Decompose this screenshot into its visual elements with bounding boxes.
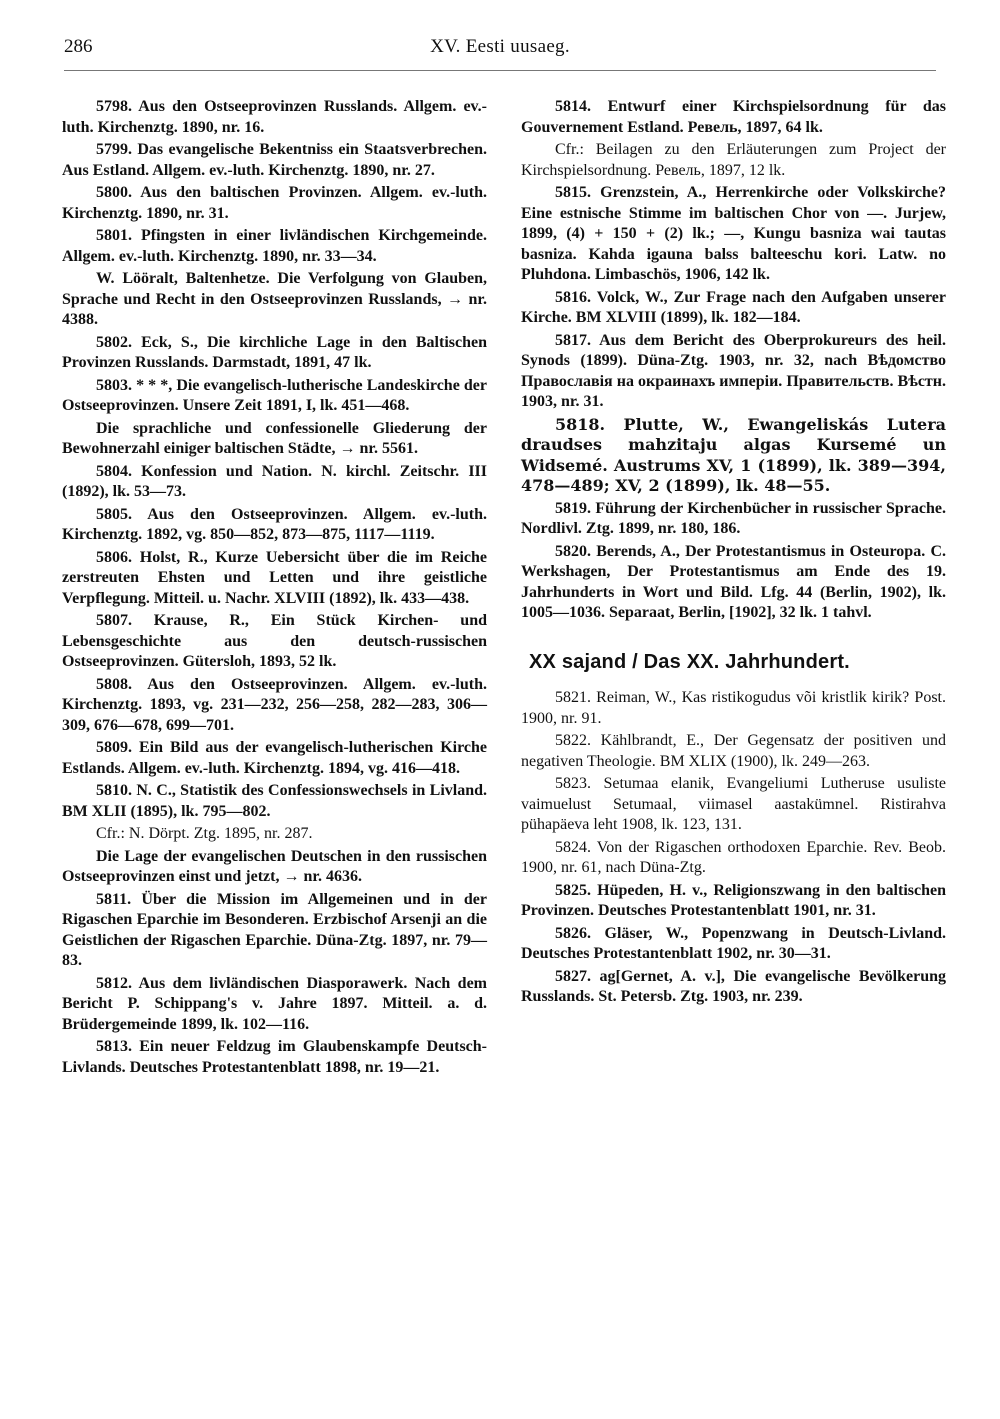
bibliography-entry: 5817. Aus dem Bericht des Oberprokureurs des heil. Synods (1899). Düna-Ztg. 1903, nr. 32, nach Вѣдомство Православія на окраинахъ имперіи. Правительств. Вѣстн. 1903, nr. 31.	[521, 331, 946, 410]
bibliography-entry: Cfr.: Beilagen zu den Erläuterungen zum Project der Kirchspielsordnung. Ревель, 1897, 12 lk.	[521, 141, 946, 179]
left-column	[62, 97, 487, 1080]
bibliography-entry: 5816. Volck, W., Zur Frage nach den Aufgaben unserer Kirche. BM XLVIII (1899), lk. 182—184.	[521, 288, 946, 326]
bibliography-entry: 5824. Von der Rigaschen orthodoxen Eparchie. Rev. Beob. 1900, nr. 61, nach Düna-Ztg.	[521, 838, 946, 876]
running-title: XV. Eesti uusaeg.	[430, 36, 570, 57]
bibliography-entry: 5806. Holst, R., Kurze Uebersicht über die im Reiche zerstreuten Ehsten und Letten und ihre geistliche Verpflegung. Mitteil. u. Nachr. XLVIII (1892), lk. 433—438.	[62, 548, 487, 607]
bibliography-entry: W. Lööralt, Baltenhetze. Die Verfolgung von Glauben, Sprache und Recht in den Ostseeprovinzen Russlands, → nr. 4388.	[62, 270, 487, 328]
bibliography-entry: 5800. Aus den baltischen Provinzen. Allgem. ev.-luth. Kirchenztg. 1890, nr. 31.	[62, 184, 487, 222]
right-column	[521, 97, 946, 1010]
bibliography-entry: 5812. Aus dem livländischen Diasporawerk. Nach dem Bericht P. Schippang's v. Jahre 1897. Mitteil. a. d. Brüdergemeinde 1899, lk. 102—116.	[62, 974, 487, 1033]
bibliography-entry: 5804. Konfession und Nation. N. kirchl. Zeitschr. III (1892), lk. 53—73.	[62, 462, 487, 500]
bibliography-entry: 5803. * * *, Die evangelisch-lutherische Landeskirche der Ostseeprovinzen. Unsere Zeit 1891, I, lk. 451—468.	[62, 376, 487, 414]
bibliography-entry: 5823. Setumaa elanik, Evangeliumi Lutheruse usuliste vaimuelust Setumaal, viimasel aastakümnel. Ristirahva pühapäeva leht 1908, lk. 123, 131.	[521, 775, 946, 833]
bibliography-entry: 5814. Entwurf einer Kirchspielsordnung für das Gouvernement Estland. Ревель, 1897, 64 lk.	[521, 98, 946, 136]
bibliography-entry: Die sprachliche und confessionelle Gliederung der Bewohnerzahl einiger baltischen Städte, → nr. 5561.	[62, 419, 487, 457]
bibliography-entry: Cfr.: N. Dörpt. Ztg. 1895, nr. 287.	[96, 825, 313, 842]
bibliography-entry: 5819. Führung der Kirchenbücher in russischer Sprache. Nordlivl. Ztg. 1899, nr. 180, 186.	[521, 499, 946, 537]
bibliography-entry: 5813. Ein neuer Feldzug im Glaubenskampfe Deutsch-Livlands. Deutsches Protestantenblatt 1898, nr. 19—21.	[62, 1038, 487, 1076]
section-heading: XX sajand / Das XX. Jahrhundert.	[529, 650, 850, 673]
bibliography-entry: 5820. Berends, A., Der Protestantismus in Osteuropa. C. Werkshagen, Der Protestantismus am Ende des 19. Jahrhunderts in Wort und Bild. Lfg. 44 (Berlin, 1902), lk. 1005—1036. Separaat, Berlin, [1902], 32 lk. 1 tahvl.	[521, 542, 946, 621]
header-rule	[64, 70, 936, 71]
bibliography-entry: 5802. Eck, S., Die kirchliche Lage in den Baltischen Provinzen Russlands. Darmstadt, 1891, 47 lk.	[62, 333, 487, 371]
bibliography-entry: 5818. Plutte, W., Ewangeliskás Lutera draudses mahzitaju algas Kursemé un Widsemé. Austrums XV, 1 (1899), lk. 389—394, 478—489; XV, 2 (1899), lk. 48—55.	[521, 414, 946, 495]
bibliography-entry: 5808. Aus den Ostseeprovinzen. Allgem. ev.-luth. Kirchenztg. 1893, vg. 231—232, 256—258, 282—283, 306—309, 676—678, 699—701.	[62, 675, 487, 734]
bibliography-entry: 5826. Gläser, W., Popenzwang in Deutsch-Livland. Deutsches Protestantenblatt 1902, nr. 30—31.	[521, 924, 946, 962]
bibliography-entry: Die Lage der evangelischen Deutschen in den russischen Ostseeprovinzen einst und jetzt, → nr. 4636.	[62, 847, 487, 885]
page-header	[64, 36, 936, 64]
bibliography-entry: 5805. Aus den Ostseeprovinzen. Allgem. ev.-luth. Kirchenztg. 1892, vg. 850—852, 873—875, 1117—1119.	[62, 505, 487, 543]
bibliography-entry: 5825. Hüpeden, H. v., Religionszwang in den baltischen Provinzen. Deutsches Protestantenblatt 1901, nr. 31.	[521, 881, 946, 919]
bibliography-entry: 5809. Ein Bild aus der evangelisch-lutherischen Kirche Estlands. Allgem. ev.-luth. Kirchenztg. 1894, vg. 416—418.	[62, 739, 487, 777]
bibliography-entry: 5827. ag[Gernet, A. v.], Die evangelische Bevölkerung Russlands. St. Petersb. Ztg. 1903, nr. 239.	[521, 967, 946, 1005]
bibliography-entry: 5821. Reiman, W., Kas ristikogudus või kristlik kirik? Post. 1900, nr. 91.	[521, 689, 946, 727]
page-number: 286	[64, 36, 93, 57]
bibliography-entry: 5810. N. C., Statistik des Confessionswechsels in Livland. BM XLII (1895), lk. 795—802.	[62, 782, 487, 820]
bibliography-entry: 5811. Über die Mission im Allgemeinen und in der Rigaschen Eparchie im Besonderen. Erzbischof Arsenji an die Geistlichen der Rigaschen Eparchie. Düna-Ztg. 1897, nr. 79—83.	[62, 890, 487, 969]
bibliography-entry: 5822. Kählbrandt, E., Der Gegensatz der positiven und negativen Theologie. BM XLIX (1900), lk. 249—263.	[521, 732, 946, 770]
bibliography-entry: 5807. Krause, R., Ein Stück Kirchen- und Lebensgeschichte aus den deutsch-russischen Ostseeprovinzen. Gütersloh, 1893, 52 lk.	[62, 612, 487, 670]
bibliography-entry: 5798. Aus den Ostseeprovinzen Russlands. Allgem. ev.-luth. Kirchenztg. 1890, nr. 16.	[62, 98, 487, 136]
bibliography-entry: 5799. Das evangelische Bekentniss ein Staatsverbrechen. Aus Estland. Allgem. ev.-luth. Kirchenztg. 1890, nr. 27.	[62, 141, 487, 179]
bibliography-entry: 5815. Grenzstein, A., Herrenkirche oder Volkskirche? Eine estnische Stimme im baltischen Chor von —. Jurjew, 1899, (4) + 150 + (2) lk.; —, Kungu basniza wai tautas basniza. Kahda igauna balss balteeschu kori. Latw. no Pluhdona. Limbaschös, 1906, 142 lk.	[521, 184, 946, 283]
bibliography-entry: 5801. Pfingsten in einer livländischen Kirchgemeinde. Allgem. ev.-luth. Kirchenztg. 1890, nr. 33—34.	[62, 227, 487, 265]
